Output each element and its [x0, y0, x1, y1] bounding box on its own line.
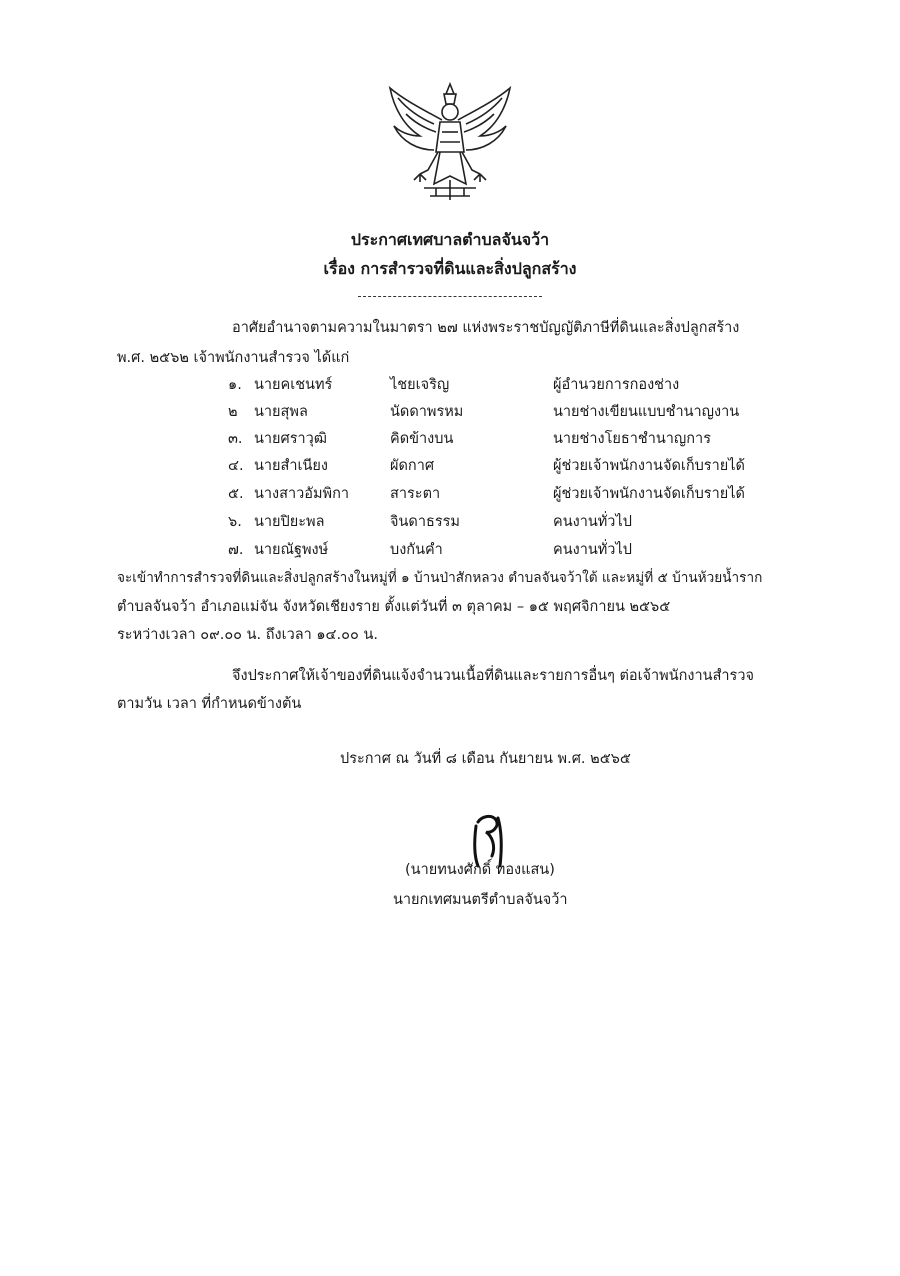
staff-number: ๖. [228, 514, 242, 530]
staff-last-name: จินดาธรรม [390, 514, 460, 530]
staff-first-name: นายปิยะพล [254, 514, 325, 530]
staff-position: ผู้อำนวยการกองช่าง [553, 377, 680, 393]
staff-number: ๕. [228, 486, 244, 502]
staff-number: ๔. [228, 458, 244, 474]
signer-name: (นายทนงศักดิ์ ทองแสน) [405, 862, 555, 878]
staff-position: ผู้ช่วยเจ้าพนักงานจัดเก็บรายได้ [553, 458, 745, 474]
body-line-1: จะเข้าทำการสำรวจที่ดินและสิ่งปลูกสร้างในหมู่ที่ ๑ บ้านป่าสักหลวง ตำบลจันจว้าใต้ และหมู่ที่ ๕ บ้านห้วยน้ำราก [117, 570, 763, 586]
document-subject: เรื่อง การสำรวจที่ดินและสิ่งปลูกสร้าง [323, 259, 577, 278]
staff-number: ๑. [228, 377, 242, 393]
staff-last-name: นัดดาพรหม [390, 404, 464, 420]
intro-line-1: อาศัยอำนาจตามความในมาตรา ๒๗ แห่งพระราชบัญญัติภาษีที่ดินและสิ่งปลูกสร้าง [232, 320, 740, 336]
staff-position: นายช่างเขียนแบบชำนาญงาน [553, 404, 740, 420]
staff-position: นายช่างโยธาชำนาญการ [553, 431, 711, 447]
garuda-emblem-icon [384, 80, 516, 202]
staff-position: คนงานทั่วไป [553, 514, 632, 530]
staff-last-name: ผัดกาศ [390, 458, 435, 474]
staff-last-name: ไชยเจริญ [390, 377, 450, 393]
staff-number: ๒ [228, 404, 238, 420]
title-divider [358, 296, 542, 297]
announce-date: ประกาศ ณ วันที่ ๘ เดือน กันยายน พ.ศ. ๒๕๖๕ [340, 751, 631, 767]
staff-last-name: คิดข้างบน [390, 431, 454, 447]
intro-line-2: พ.ศ. ๒๕๖๒ เจ้าพนักงานสำรวจ ได้แก่ [117, 350, 350, 366]
staff-last-name: บงกันคำ [390, 542, 443, 558]
staff-first-name: นายสุพล [254, 404, 308, 420]
closing-line-1: จึงประกาศให้เจ้าของที่ดินแจ้งจำนวนเนื้อที่ดินและรายการอื่นๆ ต่อเจ้าพนักงานสำรวจ [232, 668, 754, 684]
staff-position: คนงานทั่วไป [553, 542, 632, 558]
closing-line-2: ตามวัน เวลา ที่กำหนดข้างต้น [117, 696, 302, 712]
body-line-2: ตำบลจันจว้า อำเภอแม่จัน จังหวัดเชียงราย ตั้งแต่วันที่ ๓ ตุลาคม – ๑๕ พฤศจิกายน ๒๕๖๕ [117, 599, 671, 615]
staff-number: ๓. [228, 431, 243, 447]
staff-first-name: นายณัฐพงษ์ [254, 542, 329, 558]
staff-first-name: นายสำเนียง [254, 458, 328, 474]
staff-last-name: สาระตา [390, 486, 441, 502]
staff-position: ผู้ช่วยเจ้าพนักงานจัดเก็บรายได้ [553, 486, 745, 502]
staff-first-name: นายศราวุฒิ [254, 431, 327, 447]
staff-first-name: นายคเชนทร์ [254, 377, 333, 393]
staff-first-name: นางสาวอัมพิกา [254, 486, 350, 502]
body-line-3: ระหว่างเวลา ๐๙.๐๐ น. ถึงเวลา ๑๔.๐๐ น. [117, 627, 378, 643]
staff-number: ๗. [228, 542, 244, 558]
signer-position: นายกเทศมนตรีตำบลจันจว้า [393, 892, 568, 908]
document-title: ประกาศเทศบาลตำบลจันจว้า [350, 230, 550, 249]
